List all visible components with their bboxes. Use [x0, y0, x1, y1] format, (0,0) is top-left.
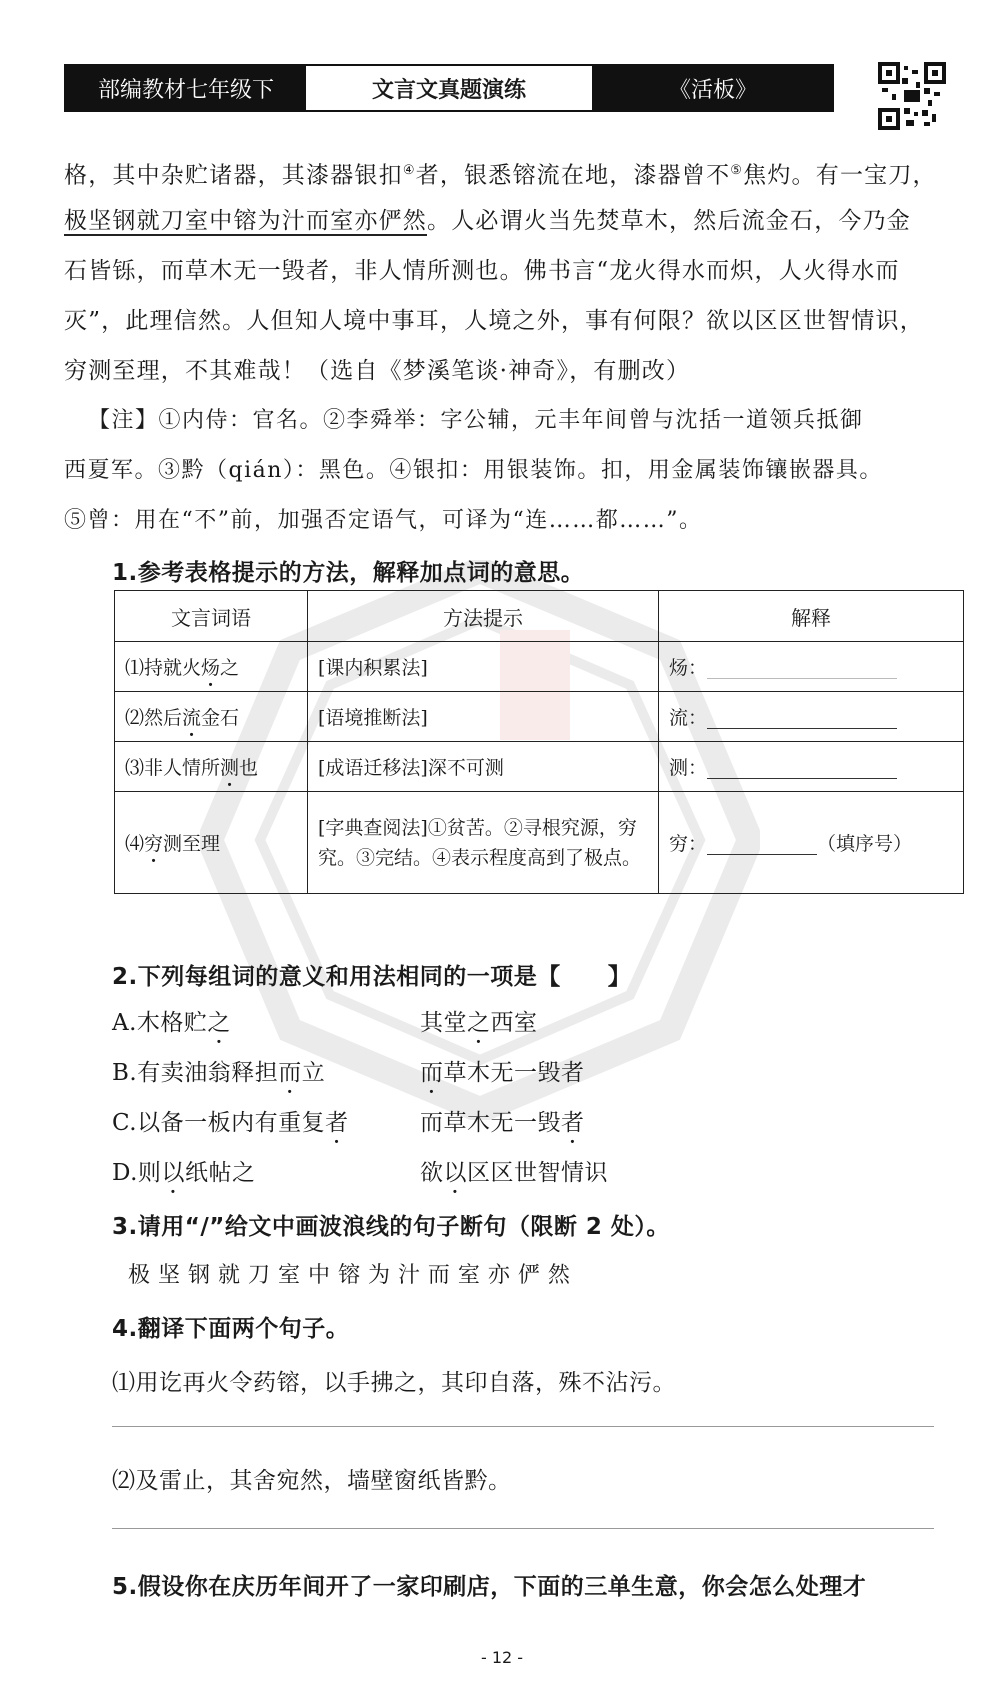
question-5-title: 5.假设你在庆历年间开了一家印刷店，下面的三单生意，你会怎么处理才: [112, 1574, 867, 1600]
option-b-left: B.有卖油翁释担而立: [112, 1060, 326, 1086]
option-c-left: C.以备一板内有重复者: [112, 1110, 349, 1136]
option-b-right: 而草木无一毁者: [420, 1060, 585, 1086]
table-row: [115, 742, 964, 792]
passage-line-2: 极坚钢就刀室中镕为汁而室亦俨然。人必谓火当先焚草木，然后流金石，今乃金: [64, 208, 911, 234]
note-line-1: 【注】①内侍：官名。②李舜举：字公辅，元丰年间曾与沈括一道领兵抵御: [88, 408, 864, 433]
table-header-method: 方法提示: [308, 591, 659, 642]
header-grade: 部编教材七年级下: [66, 66, 306, 110]
question-2-title: 2.下列每组词的意义和用法相同的一项是【 】: [112, 964, 632, 990]
question-3-title: 3.请用“/”给文中画波浪线的句子断句（限断 2 处）。: [112, 1214, 670, 1240]
table-header-explain: 解释: [659, 591, 964, 642]
option-a-right: 其堂之西室: [420, 1010, 538, 1036]
table-cell-answer[interactable]: 穷： （填序号）: [659, 792, 964, 894]
table-cell-method: [语境推断法]: [308, 692, 659, 742]
table-cell-answer[interactable]: 流：: [659, 692, 964, 742]
table-row: [115, 792, 964, 894]
passage-line-5: 穷测至理，不其难哉！（选自《梦溪笔谈·神奇》，有删改）: [64, 358, 691, 384]
table-cell-word: ⑶非人情所测也: [115, 742, 308, 792]
question-4-title: 4.翻译下面两个句子。: [112, 1316, 350, 1342]
note-line-3: ⑤曾：用在“不”前，加强否定语气，可译为“连……都……”。: [64, 508, 703, 533]
table-cell-word: ⑵然后流金石: [115, 692, 308, 742]
wavy-underlined-sentence: 极坚钢就刀室中镕为汁而室亦俨然: [64, 208, 427, 234]
passage-line-1: 格，其中杂贮诸器，其漆器银扣④者，银悉镕流在地，漆器曾不⑤焦灼。有一宝刀，: [64, 162, 937, 189]
passage-line-3: 石皆铄，而草木无一毁者，非人情所测也。佛书言“龙火得水而炽，人火得水而: [64, 258, 900, 284]
table-cell-method: [课内积累法]: [308, 642, 659, 692]
qr-code-icon: [878, 62, 946, 130]
option-c-right: 而草木无一毁者: [420, 1110, 585, 1136]
table-cell-word: ⑷穷测至理: [115, 792, 308, 894]
header-lesson: 《活板》: [594, 66, 832, 110]
table-row: [115, 692, 964, 742]
note-line-2: 西夏军。③黔（qián）：黑色。④银扣：用银装饰。扣，用金属装饰镶嵌器具。: [64, 458, 883, 483]
table-row: [115, 642, 964, 692]
option-d-left: D.则以纸帖之: [112, 1160, 256, 1186]
sentence-to-punctuate[interactable]: 极 坚 钢 就 刀 室 中 镕 为 汁 而 室 亦 俨 然: [128, 1263, 571, 1288]
vocab-method-table: [114, 590, 964, 894]
table-cell-answer[interactable]: 测：: [659, 742, 964, 792]
passage-line-4: 灭”，此理信然。人但知人境中事耳，人境之外，事有何限？欲以区区世智情识，: [64, 308, 924, 334]
table-cell-answer[interactable]: 炀：: [659, 642, 964, 692]
table-cell-method: [成语迁移法]深不可测: [308, 742, 659, 792]
option-d-right: 欲以区区世智情识: [420, 1160, 608, 1186]
page-number: - 12 -: [480, 1648, 524, 1667]
header-topic: 文言文真题演练: [306, 66, 594, 110]
answer-line-2[interactable]: [112, 1528, 934, 1529]
question-1-title: 1.参考表格提示的方法，解释加点词的意思。: [112, 560, 585, 586]
table-cell-method: [字典查阅法]①贫苦。②寻根究源，穷究。③完结。④表示程度高到了极点。: [308, 792, 659, 894]
option-a-left: A.木格贮之: [112, 1010, 231, 1036]
table-cell-word: ⑴持就火炀之: [115, 642, 308, 692]
answer-line-1[interactable]: [112, 1426, 934, 1427]
translate-sentence-2: ⑵及雷止，其舍宛然，墙壁窗纸皆黔。: [112, 1468, 512, 1494]
header-bar: [64, 64, 834, 112]
table-header-word: 文言词语: [115, 591, 308, 642]
translate-sentence-1: ⑴用讫再火令药镕，以手拂之，其印自落，殊不沾污。: [112, 1370, 676, 1396]
